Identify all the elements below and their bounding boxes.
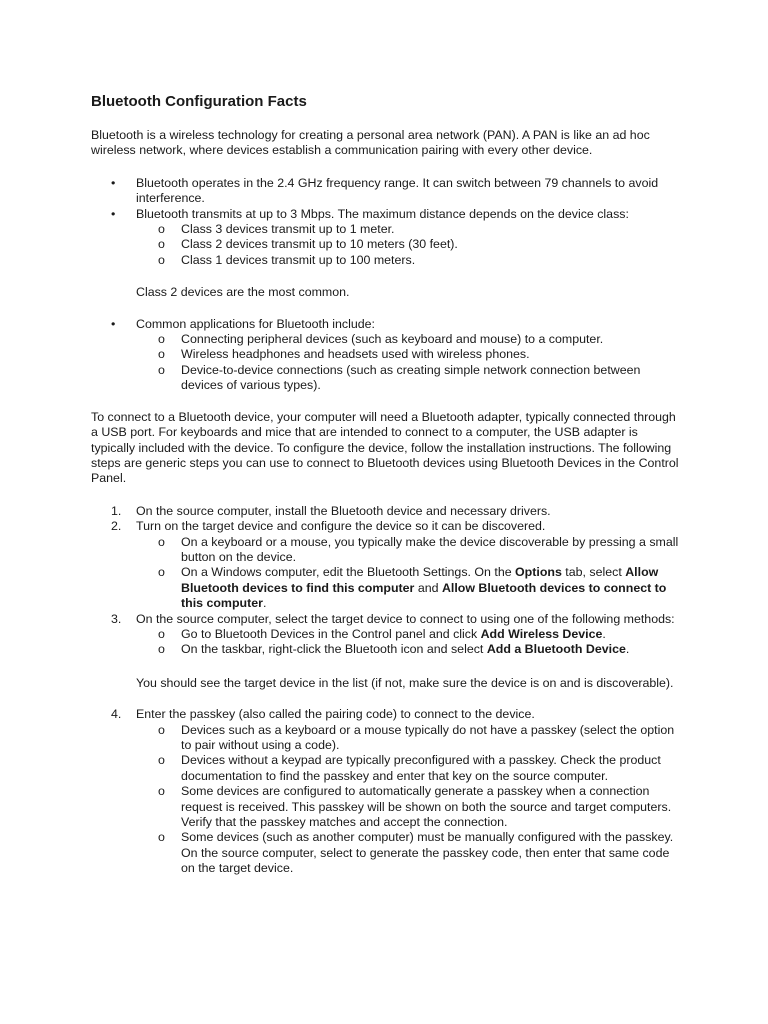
sublist-item <box>91 253 683 268</box>
step-item <box>91 519 683 611</box>
sublist-item <box>91 347 683 362</box>
sub-marker: o <box>158 565 165 580</box>
applications-sublist <box>136 332 683 394</box>
add-bluetooth-device-label: Add a Bluetooth Device <box>486 642 626 657</box>
step-sublist <box>136 535 683 612</box>
sub-marker: o <box>158 626 165 641</box>
step-sublist <box>136 723 683 877</box>
step-number: 4. <box>111 707 122 722</box>
step-item <box>91 612 683 692</box>
sublist-item <box>91 830 683 876</box>
sub-marker: o <box>158 347 165 362</box>
sublist-item-text: Devices such as a keyboard or a mouse typically do not have a passkey (select the option to pair without using a code). <box>181 722 675 752</box>
intro-paragraph: Bluetooth is a wireless technology for creating a personal area network (PAN). A PAN is like an ad hoc wireless network, where devices establish a communication pairing with every other device. <box>91 128 650 158</box>
list-item-text: Bluetooth transmits at up to 3 Mbps. The maximum distance depends on the device class: <box>136 206 629 221</box>
sublist-item-text: Some devices are configured to automatically generate a passkey when a connection request is received. This passkey will be shown on both the source and target computers. Verify that the passkey matches and accept the connection. <box>181 784 672 830</box>
sublist-item-text: Class 1 devices transmit up to 100 meters. <box>181 252 416 267</box>
text-run: tab, select <box>561 565 626 580</box>
list-item <box>91 317 683 394</box>
bullet-marker: • <box>111 206 116 221</box>
step-text: On the source computer, select the target device to connect to using one of the following methods: <box>136 611 675 626</box>
numbered-steps <box>91 504 683 877</box>
sublist-item <box>91 753 683 784</box>
class-sublist <box>136 222 683 268</box>
text-run: On the taskbar, right-click the Bluetooth icon and select <box>181 642 487 657</box>
sub-marker: o <box>158 753 165 768</box>
page-title: Bluetooth Configuration Facts <box>91 93 307 110</box>
step-text: On the source computer, install the Bluetooth device and necessary drivers. <box>136 503 551 518</box>
text-run: . <box>625 642 630 657</box>
sub-marker: o <box>158 222 165 237</box>
sub-marker: o <box>158 534 165 549</box>
bullet-list-specs <box>91 176 683 268</box>
sublist-item <box>91 565 683 611</box>
options-tab-label: Options <box>515 565 562 580</box>
sublist-item <box>91 627 683 642</box>
sub-marker: o <box>158 722 165 737</box>
text-run: and <box>414 580 442 595</box>
sublist-item <box>91 642 683 657</box>
step-text: Turn on the target device and configure the device so it can be discovered. <box>136 519 546 534</box>
step-item <box>91 707 683 876</box>
sublist-item-text: Devices without a keypad are typically preconfigured with a passkey. Check the product documentation to find the passkey and enter that key on the source computer. <box>181 753 661 783</box>
sublist-item <box>91 784 683 830</box>
sub-marker: o <box>158 362 165 377</box>
step-text: Enter the passkey (also called the pairing code) to connect to the device. <box>136 707 535 722</box>
list-item-text: Common applications for Bluetooth include: <box>136 316 375 331</box>
document-page <box>91 93 683 877</box>
step-note: You should see the target device in the list (if not, make sure the device is on and is discoverable). <box>136 675 674 690</box>
sublist-item-text: Class 2 devices transmit up to 10 meters (30 feet). <box>181 237 458 252</box>
list-item-text: Bluetooth operates in the 2.4 GHz frequency range. It can switch between 79 channels to avoid interference. <box>136 175 659 206</box>
bullet-list-applications <box>91 317 683 394</box>
sublist-item-text <box>181 627 606 641</box>
sublist-item-text: On a keyboard or a mouse, you typically make the device discoverable by pressing a small button on the device. <box>181 534 679 564</box>
allow-connect-label: Allow Bluetooth devices to connect to this computer <box>181 580 667 611</box>
allow-find-label: Allow Bluetooth devices to find this computer <box>181 565 659 595</box>
step-number: 2. <box>111 519 122 534</box>
list-item <box>91 207 683 269</box>
sublist-item-text: Class 3 devices transmit up to 1 meter. <box>181 222 395 237</box>
sublist-item-text: Connecting peripheral devices (such as keyboard and mouse) to a computer. <box>181 332 604 347</box>
sublist-item <box>91 332 683 347</box>
sub-marker: o <box>158 332 165 347</box>
sublist-item <box>91 535 683 566</box>
step-number: 1. <box>111 503 122 518</box>
sublist-item <box>91 363 683 394</box>
sub-marker: o <box>158 784 165 799</box>
bullet-marker: • <box>111 175 116 190</box>
add-wireless-device-label: Add Wireless Device <box>480 626 603 641</box>
sub-marker: o <box>158 642 165 657</box>
class-note: Class 2 devices are the most common. <box>136 285 350 300</box>
step-item <box>91 504 683 519</box>
sublist-item-text: Some devices (such as another computer) must be manually configured with the passkey. On the source computer, select to generate the passkey code, then enter that same code on the target device. <box>181 830 674 876</box>
step-number: 3. <box>111 611 122 626</box>
bullet-marker: • <box>111 316 116 331</box>
sublist-item-text: Wireless headphones and headsets used with wireless phones. <box>181 347 530 362</box>
text-run: On a Windows computer, edit the Bluetooth Settings. On the <box>181 565 516 580</box>
sub-marker: o <box>158 237 165 252</box>
text-run: . <box>602 626 606 641</box>
sublist-item <box>91 222 683 237</box>
step-sublist <box>136 627 683 658</box>
sublist-item-text <box>181 642 629 656</box>
text-run: Go to Bluetooth Devices in the Control panel and click <box>181 626 481 641</box>
sublist-item-text <box>181 565 666 610</box>
sublist-item <box>91 237 683 252</box>
connect-paragraph: To connect to a Bluetooth device, your computer will need a Bluetooth adapter, typically connected through a USB port. For keyboards and mice that are intended to connect to a computer, the USB adapter is typically included with the device. To configure the device, follow the installation instructions. The following steps are generic steps you can use to connect to Bluetooth devices using Bluetooth Devices in the Control Panel. <box>91 409 679 486</box>
sub-marker: o <box>158 830 165 845</box>
text-run: . <box>262 596 267 611</box>
sub-marker: o <box>158 252 165 267</box>
sublist-item <box>91 723 683 754</box>
sublist-item-text: Device-to-device connections (such as creating simple network connection between devices of various types). <box>181 362 641 393</box>
list-item <box>91 176 683 207</box>
